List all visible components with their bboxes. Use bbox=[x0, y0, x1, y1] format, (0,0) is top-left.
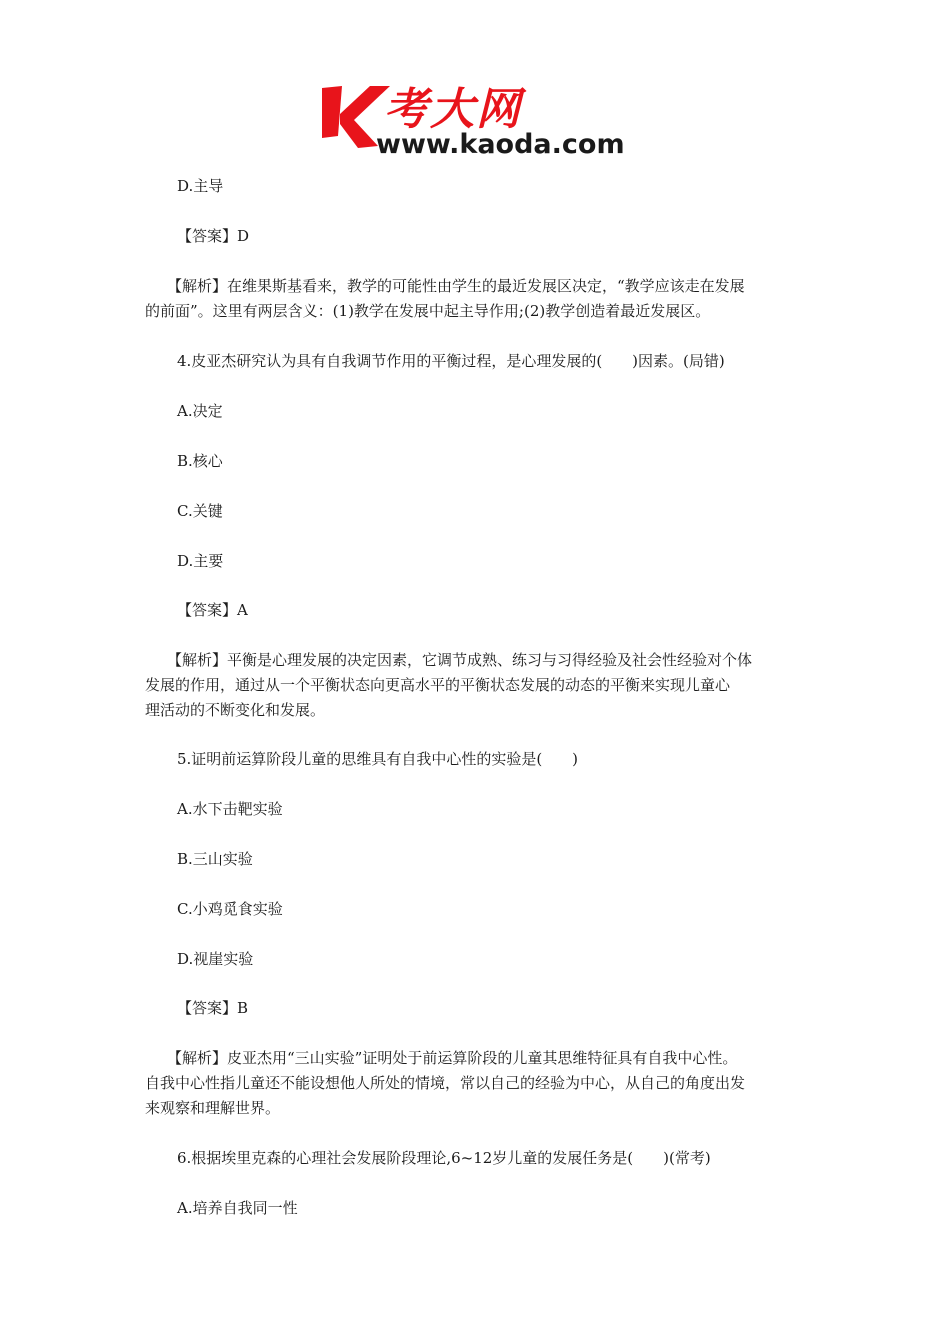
q4-analysis-line-2: 发展的作用，通过从一个平衡状态向更高水平的平衡状态发展的动态的平衡来实现儿童心 bbox=[145, 676, 731, 694]
q4-option-d: D.主要 bbox=[177, 552, 224, 570]
q3-analysis bbox=[145, 274, 810, 324]
q5-analysis-line-3: 来观察和理解世界。 bbox=[145, 1099, 281, 1117]
q4-analysis-line-1: 【解析】平衡是心理发展的决定因素，它调节成熟、练习与习得经验及社会性经验对个体 bbox=[167, 651, 753, 669]
q3-answer: 【答案】D bbox=[177, 227, 250, 245]
q5-analysis-line-2: 自我中心性指儿童还不能设想他人所处的情境，常以自己的经验为中心，从自己的角度出发 bbox=[145, 1074, 746, 1092]
q4-analysis bbox=[145, 648, 810, 723]
q4-analysis-line-3: 理活动的不断变化和发展。 bbox=[145, 701, 326, 719]
kaoda-logo bbox=[318, 80, 643, 162]
q5-stem: 5.证明前运算阶段儿童的思维具有自我中心性的实验是( ) bbox=[177, 750, 579, 768]
q5-analysis-line-1: 【解析】皮亚杰用“三山实验”证明处于前运算阶段的儿童其思维特征具有自我中心性。 bbox=[167, 1049, 738, 1067]
q3-analysis-line-1: 【解析】在维果斯基看来，教学的可能性由学生的最近发展区决定，“教学应该走在发展 bbox=[167, 277, 745, 295]
q4-stem: 4.皮亚杰研究认为具有自我调节作用的平衡过程，是心理发展的( )因素。(局错) bbox=[177, 352, 725, 370]
q6-stem: 6.根据埃里克森的心理社会发展阶段理论,6~12岁儿童的发展任务是( )(常考) bbox=[177, 1149, 711, 1167]
q3-analysis-line-2: 的前面”。这里有两层含义：(1)教学在发展中起主导作用;(2)教学创造着最近发展区。 bbox=[145, 302, 711, 320]
q6-option-a: A.培养自我同一性 bbox=[177, 1199, 298, 1217]
q5-option-a: A.水下击靶实验 bbox=[177, 800, 283, 818]
q3-option-d: D.主导 bbox=[177, 177, 224, 195]
logo-graphic bbox=[318, 80, 643, 162]
q4-option-b: B.核心 bbox=[177, 452, 223, 470]
q5-option-b: B.三山实验 bbox=[177, 850, 253, 868]
q5-answer: 【答案】B bbox=[177, 999, 249, 1017]
q5-analysis bbox=[145, 1046, 810, 1121]
logo-url: www.kaoda.com bbox=[376, 129, 625, 160]
q4-answer: 【答案】A bbox=[177, 601, 248, 619]
q4-option-c: C.关键 bbox=[177, 502, 223, 520]
q5-option-d: D.视崖实验 bbox=[177, 950, 254, 968]
logo-cn-name: 考大网 bbox=[384, 84, 522, 135]
q5-option-c: C.小鸡觅食实验 bbox=[177, 900, 283, 918]
q4-option-a: A.决定 bbox=[177, 402, 223, 420]
